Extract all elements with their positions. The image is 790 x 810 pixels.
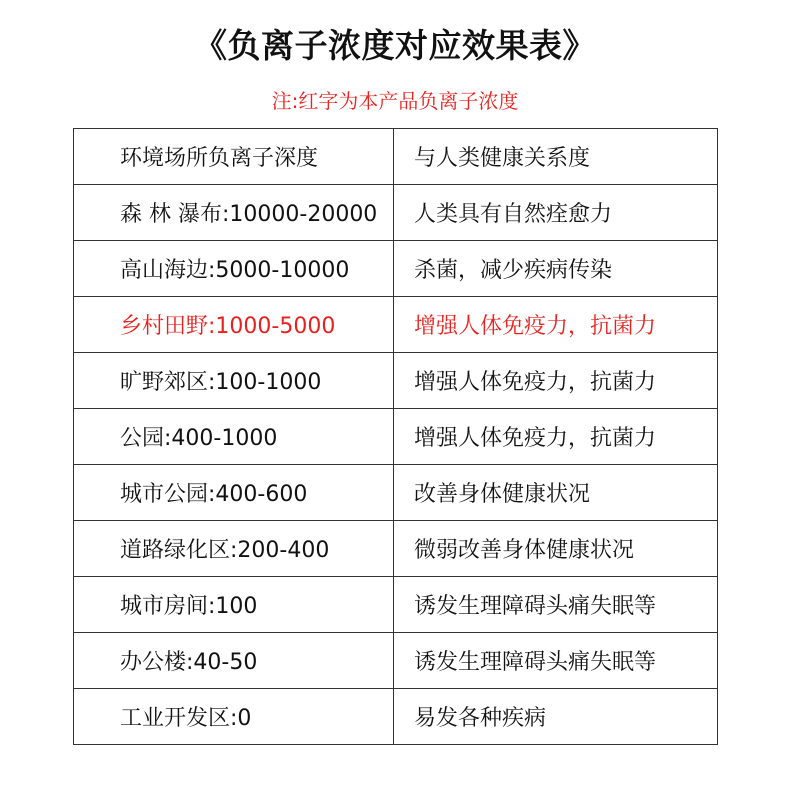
place-cell: 城市公园:400-600 — [74, 465, 394, 521]
table-row — [74, 353, 718, 409]
place-cell: 公园:400-1000 — [74, 409, 394, 465]
header-cell-place: 环境场所负离子深度 — [74, 129, 394, 185]
table-row — [74, 409, 718, 465]
effect-cell: 诱发生理障碍头痛失眠等 — [394, 577, 718, 633]
place-cell: 森 林 瀑布:10000-20000 — [74, 185, 394, 241]
header-cell-effect: 与人类健康关系度 — [394, 129, 718, 185]
page-title: 《负离子浓度对应效果表》 — [194, 26, 596, 65]
effect-cell: 诱发生理障碍头痛失眠等 — [394, 633, 718, 689]
effect-cell: 杀菌，减少疾病传染 — [394, 241, 718, 297]
place-cell: 乡村田野:1000-5000 — [74, 297, 394, 353]
place-cell: 旷野郊区:100-1000 — [74, 353, 394, 409]
effect-cell: 增强人体免疫力，抗菌力 — [394, 409, 718, 465]
place-cell: 道路绿化区:200-400 — [74, 521, 394, 577]
table-row — [74, 185, 718, 241]
table-row-highlighted — [74, 297, 718, 353]
table-row — [74, 521, 718, 577]
table-header-row — [74, 129, 718, 185]
table-row — [74, 465, 718, 521]
effect-cell: 增强人体免疫力，抗菌力 — [394, 353, 718, 409]
effect-cell: 人类具有自然痊愈力 — [394, 185, 718, 241]
table-row — [74, 633, 718, 689]
place-cell: 高山海边:5000-10000 — [74, 241, 394, 297]
effect-cell: 微弱改善身体健康状况 — [394, 521, 718, 577]
place-cell: 城市房间:100 — [74, 577, 394, 633]
table-row — [74, 577, 718, 633]
effect-cell: 增强人体免疫力，抗菌力 — [394, 297, 718, 353]
highlight-note: 注:红字为本产品负离子浓度 — [271, 89, 519, 113]
place-cell: 工业开发区:0 — [74, 689, 394, 745]
effect-cell: 改善身体健康状况 — [394, 465, 718, 521]
table-row — [74, 689, 718, 745]
ion-effect-table — [73, 128, 718, 745]
effect-cell: 易发各种疾病 — [394, 689, 718, 745]
table-row — [74, 241, 718, 297]
place-cell: 办公楼:40-50 — [74, 633, 394, 689]
